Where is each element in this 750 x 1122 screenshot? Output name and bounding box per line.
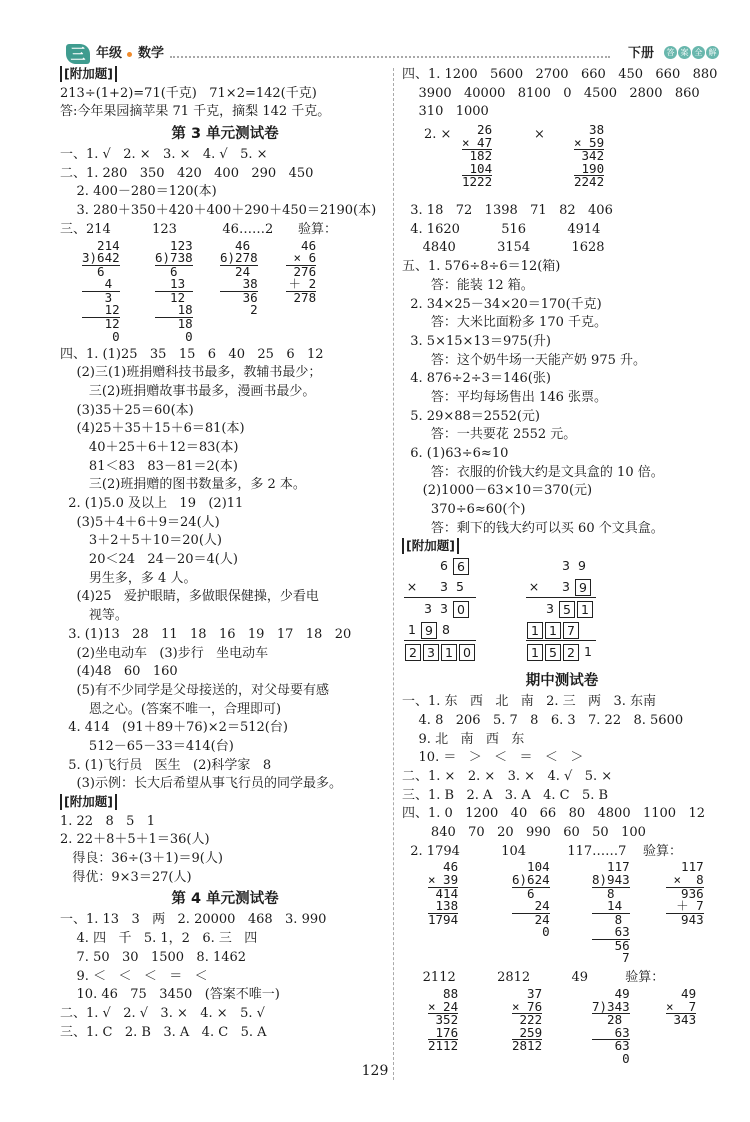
- division-calc: [155, 237, 193, 344]
- answer-line: 10. ＝ ＞ ＜ ＝ ＜ ＞: [402, 750, 584, 766]
- answer-line: 3. 5×15×13＝975(升): [402, 333, 551, 349]
- calc-line: 24: [220, 263, 251, 279]
- digit: [526, 600, 542, 617]
- calc-line: 117: [666, 859, 704, 875]
- calc-line: 4: [82, 278, 120, 292]
- answer-line: 一、1. 13 3 两 2. 20000 468 3. 990: [60, 912, 327, 928]
- digit-grid: [526, 557, 596, 664]
- bonus-tag: [附加题]: [60, 794, 117, 810]
- calc-line: 123: [155, 237, 193, 253]
- calc-line: 63: [592, 1038, 630, 1054]
- digit: [526, 557, 542, 574]
- calc-line: 12: [155, 289, 186, 305]
- vertical-calc-row: [402, 988, 722, 1078]
- calc-line: 49: [666, 986, 697, 1001]
- calc-line: 18: [155, 302, 193, 318]
- answer-line: 二、1. × 2. × 3. × 4. √ 5. ×: [402, 768, 613, 784]
- division-calc: [82, 237, 120, 344]
- answer-line: 答：能装 12 箱。: [402, 277, 534, 293]
- multiplication-calc: [462, 124, 492, 189]
- calc-line: 0: [512, 924, 550, 940]
- vertical-calc-row: [402, 122, 722, 202]
- check-calc: [286, 237, 317, 305]
- division-calc: [592, 988, 630, 1066]
- pill: 答: [664, 46, 677, 59]
- calc-line: 6)738: [155, 250, 193, 266]
- calc-line: 88: [428, 986, 459, 1001]
- answer-line: 答:今年果园摘苹果 71 千克，摘梨 142 千克。: [60, 104, 331, 120]
- vertical-calc-row: [60, 237, 390, 346]
- section-title: 第 3 单元测试卷: [171, 126, 279, 143]
- answer-line: 7. 50 30 1500 8. 1462: [60, 949, 247, 965]
- calc-line: × 59: [574, 134, 605, 150]
- answer-line: 2. (1)5.0 及以上 19 (2)11: [60, 496, 244, 511]
- digit: [580, 621, 596, 638]
- answer-line: 答：剩下的钱大约可以买 60 个文具盒。: [402, 520, 664, 536]
- calc-line: 63: [592, 1024, 630, 1040]
- page-header: [0, 0, 750, 68]
- answer-line: 840 70 20 990 60 50 100: [402, 824, 646, 840]
- multiplication-calc: [428, 988, 458, 1053]
- answer-line: 四、1. (1)25 35 15 6 40 25 6 12: [60, 346, 324, 362]
- calc-line: × 47: [462, 134, 493, 150]
- grid-row: [526, 578, 596, 598]
- answer-line: (3)示例：长大后希望从事飞行员的同学最多。: [60, 776, 342, 792]
- digit: [420, 578, 436, 595]
- calc-line: 2112: [428, 1038, 459, 1054]
- digit: 3: [424, 601, 432, 617]
- calc-line: 278: [286, 289, 317, 305]
- answer-line: 1. 22 8 5 1: [60, 813, 156, 829]
- answer-line: (2)三(1)班捐赠科技书最多，教辅书最少；: [60, 365, 322, 381]
- answer-line: 三、1. B 2. A 3. A 4. C 5. B: [402, 787, 609, 803]
- answer-line: 81＜83 83－81＝2(本): [60, 458, 238, 474]
- answer-line: 恩之心。(答案不唯一，合理即可): [60, 701, 282, 717]
- digit: 3: [440, 601, 448, 617]
- calc-line: 1794: [428, 911, 459, 927]
- calc-line: ＋ 2: [286, 278, 316, 292]
- answer-line: 4. 876÷2÷3＝146(张): [402, 371, 551, 387]
- answer-line: 512－65－33＝414(台): [60, 738, 234, 754]
- calc-line: 38: [220, 276, 258, 292]
- calc-line: 117: [592, 859, 630, 875]
- left-column: [60, 66, 390, 1042]
- answer-line: 五、1. 576÷8÷6＝12(箱): [402, 259, 561, 275]
- answer-line: 答：衣服的价钱大约是文具盒的 10 倍。: [402, 464, 664, 480]
- digit: 5: [456, 579, 464, 595]
- answer-line: 5. (1)飞行员 医生 (2)科学家 8: [60, 757, 272, 773]
- calc-line: × 39: [428, 871, 459, 887]
- calc-line: 46: [428, 859, 459, 875]
- digit-box: 5: [545, 644, 561, 661]
- answer-line: 2. 1794 104 117……7 验算：: [402, 843, 682, 859]
- answer-line: 四、1. 0 1200 40 66 80 4800 1100 12: [402, 806, 706, 822]
- answer-line: 4. 四 千 5. 1，2 6. 三 四: [60, 931, 258, 947]
- digit: [454, 621, 470, 638]
- answer-line: (4)25＋35＋15＋6＝81(本): [60, 421, 245, 437]
- calc-line: 214: [82, 237, 120, 253]
- digit-box: 6: [453, 558, 469, 575]
- calc-line: 343: [666, 1012, 697, 1028]
- grid-row: [404, 643, 476, 662]
- grid-row: [526, 557, 596, 576]
- digit-box: 1: [545, 622, 561, 639]
- answer-line: (3)5＋4＋6＋9＝24(人): [60, 514, 220, 530]
- pill: 全: [692, 46, 705, 59]
- calc-line: × 7: [666, 998, 697, 1014]
- pill: 解: [706, 46, 719, 59]
- answer-line: 三、1. C 2. B 3. A 4. C 5. A: [60, 1024, 267, 1040]
- answer-line: 答：平均每场售出 146 张票。: [402, 389, 608, 405]
- digit-box: 0: [453, 601, 469, 618]
- digit: 1: [408, 622, 416, 638]
- digit: 1: [584, 644, 592, 660]
- section-title: 第 4 单元测试卷: [171, 891, 279, 908]
- right-column: [402, 66, 722, 1078]
- answer-line: 2. 34×25－34×20＝170(千克): [402, 296, 602, 312]
- vertical-calc-row: [402, 861, 722, 969]
- calc-line: × 76: [512, 998, 543, 1014]
- calc-line: 14: [592, 900, 630, 914]
- page-number: 129: [361, 1063, 389, 1079]
- subject-label: 数学: [138, 46, 165, 61]
- answer-line: (4)48 60 160: [60, 664, 178, 680]
- answer-line: 四、1. 1200 5600 2700 660 450 660 880: [402, 67, 718, 82]
- answer-line: 3＋2＋5＋10＝20(人): [60, 533, 222, 549]
- calc-line: 352: [428, 1012, 459, 1028]
- calc-line: 12: [82, 302, 120, 318]
- answer-line: 答：一共要花 2552 元。: [402, 427, 577, 443]
- grid-row: [404, 600, 476, 619]
- grid-row: [404, 621, 476, 641]
- answer-line: 3900 40000 8100 0 4500 2800 860: [402, 85, 700, 101]
- bonus-tag: [附加题]: [402, 538, 459, 554]
- digit-box: 1: [527, 644, 543, 661]
- answer-line: 4. 1620 516 4914: [402, 221, 601, 237]
- answer-line: 6. (1)63÷6≈10: [402, 446, 509, 461]
- answer-line: (2)1000－63×10＝370(元): [402, 483, 593, 499]
- answer-line: 310 1000: [402, 104, 489, 120]
- calc-line: 222: [512, 1012, 543, 1028]
- answer-line: 答：这个奶牛场一天能产奶 975 升。: [402, 352, 647, 368]
- calc-line: 2242: [574, 174, 605, 190]
- digit-box: 1: [527, 622, 543, 639]
- header-dotted-rule: [170, 56, 610, 58]
- answer-line: 一、1. 东 西 北 南 2. 三 两 3. 东南: [402, 694, 656, 710]
- calc-line: 46: [286, 237, 317, 253]
- calc-line: 2: [220, 302, 258, 318]
- digit-puzzle-row: [402, 557, 722, 669]
- calc-line: 13: [155, 278, 193, 292]
- division-calc: [220, 237, 258, 318]
- grade-badge: 三: [66, 44, 90, 64]
- calc-line: 3)642: [82, 250, 120, 266]
- digit: ×: [528, 579, 540, 595]
- answer-line: 10. 46 75 3450 (答案不唯一): [60, 987, 280, 1003]
- answer-label: ×: [534, 127, 545, 143]
- digit-box: 9: [575, 579, 591, 596]
- digit: [404, 600, 420, 617]
- calc-line: 56: [592, 937, 630, 953]
- answer-line: 3. 18 72 1398 71 82 406: [402, 203, 613, 219]
- answer-line: 得良：36÷(3＋1)＝9(人): [60, 851, 223, 867]
- calc-line: 37: [512, 986, 543, 1001]
- digit-box: 3: [423, 644, 439, 661]
- calc-line: 18: [155, 316, 193, 332]
- answer-line: 得优：9×3＝27(人): [60, 869, 192, 885]
- grid-row: [404, 557, 476, 576]
- answer-line: 20＜24 24－20＝4(人): [60, 552, 238, 568]
- calc-line: ＋ 7: [666, 900, 704, 914]
- answer-line: 4. 414 (91＋89＋76)×2＝512(台): [60, 720, 288, 736]
- answer-line: (4)25 爱护眼睛，多做眼保健操，少看电: [60, 589, 319, 605]
- multiplication-calc: [428, 861, 458, 926]
- calc-line: 63: [592, 924, 630, 940]
- calc-line: 0: [155, 328, 193, 344]
- answer-line: 3. 280＋350＋420＋400＋290＋450＝2190(本): [60, 203, 377, 219]
- calc-line: 26: [462, 122, 493, 138]
- answer-line: (3)35＋25＝60(本): [60, 402, 194, 418]
- answer-line: 一、1. √ 2. × 3. × 4. √ 5. ×: [60, 147, 268, 163]
- digit: [404, 557, 420, 574]
- calc-line: 8: [592, 885, 615, 901]
- calc-line: 0: [82, 328, 120, 344]
- calc-line: × 6: [286, 252, 316, 266]
- calc-line: 3: [82, 289, 113, 305]
- calc-line: 8)943: [592, 871, 630, 887]
- answer-line: 2. 400－280＝120(本): [60, 184, 217, 200]
- grid-row: [404, 578, 476, 598]
- grid-row: [526, 643, 596, 662]
- answer-line: 二、1. √ 2. √ 3. × 4. × 5. √: [60, 1005, 265, 1021]
- calc-line: 6: [82, 263, 105, 279]
- answer-line: 男生多，多 4 人。: [60, 570, 197, 586]
- multiplication-calc: [574, 124, 604, 189]
- digit: 3: [546, 601, 554, 617]
- digit: 3: [562, 558, 570, 574]
- calc-line: 28: [592, 1012, 623, 1028]
- answer-line: 三、214 123 46……2 验算：: [60, 221, 338, 237]
- calc-line: 943: [673, 911, 704, 927]
- digit-box: 5: [559, 601, 575, 618]
- calc-line: 342: [574, 148, 605, 164]
- answer-line: 视等。: [60, 608, 128, 624]
- calc-line: 46: [220, 237, 251, 253]
- bullet-dot-icon: [127, 52, 132, 57]
- calc-line: 6)624: [512, 871, 550, 887]
- calc-line: 276: [286, 263, 317, 279]
- calc-line: 414: [428, 885, 459, 901]
- answer-label: 2. ×: [424, 127, 452, 143]
- calc-line: 24: [512, 898, 550, 914]
- answer-line: 370÷6≈60(个): [402, 502, 526, 518]
- digit: 3: [562, 579, 570, 595]
- digit-box: 9: [421, 622, 437, 639]
- digit-box: 1: [577, 601, 593, 618]
- answer-line: 4840 3154 1628: [402, 240, 605, 256]
- answer-line: (2)坐电动车 (3)步行 坐电动车: [60, 645, 269, 661]
- digit-box: 1: [441, 644, 457, 661]
- grid-row: [526, 600, 596, 619]
- digit: ×: [406, 579, 418, 595]
- digit-grid: [404, 557, 476, 664]
- calc-line: 182: [462, 148, 493, 164]
- calc-line: 936: [673, 885, 704, 901]
- calc-line: 7: [592, 950, 630, 966]
- answer-line: 答：大米比面粉多 170 千克。: [402, 315, 608, 331]
- check-calc: [666, 988, 696, 1027]
- calc-line: 49: [592, 986, 630, 1001]
- calc-line: 190: [574, 163, 604, 177]
- calc-line: 138: [428, 900, 458, 914]
- bonus-tag: [附加题]: [60, 66, 117, 82]
- section-title: 期中测试卷: [525, 673, 599, 690]
- answer-line: 5. 29×88＝2552(元): [402, 408, 541, 424]
- calc-line: 6: [155, 263, 178, 279]
- term-label: 下册: [628, 46, 655, 61]
- digit-box: 0: [459, 644, 475, 661]
- pill: 案: [678, 46, 691, 59]
- calc-line: 259: [512, 1027, 542, 1041]
- division-calc: [592, 861, 630, 965]
- answer-pills: [664, 46, 719, 59]
- calc-line: 2812: [512, 1038, 543, 1054]
- answer-line: 9. 北 南 西 东: [402, 731, 525, 747]
- calc-line: 6)278: [220, 250, 258, 266]
- calc-line: 8: [592, 911, 623, 927]
- grade-label: 年级: [96, 46, 123, 61]
- digit-box: 7: [563, 622, 579, 639]
- answer-line: 2. 22＋8＋5＋1＝36(人): [60, 832, 210, 848]
- calc-line: 104: [512, 859, 550, 875]
- division-calc: [512, 861, 550, 939]
- answer-line: 213÷(1+2)=71(千克) 71×2=142(千克): [60, 85, 317, 101]
- column-divider: [393, 68, 394, 1080]
- digit: 9: [578, 558, 586, 574]
- calc-line: 38: [574, 122, 605, 138]
- calc-line: × 8: [666, 874, 704, 888]
- calc-line: 1222: [462, 174, 493, 190]
- answer-line: 2112 2812 49 验算：: [402, 970, 665, 986]
- answer-line: 二、1. 280 350 420 400 290 450: [60, 165, 314, 181]
- digit: 3: [440, 579, 448, 595]
- answer-line: 4. 8 206 5. 7 8 6. 3 7. 22 8. 5600: [402, 712, 684, 728]
- calc-line: 7)343: [592, 998, 630, 1014]
- calc-line: 0: [592, 1050, 630, 1066]
- digit-box: 2: [563, 644, 579, 661]
- digit: [542, 557, 558, 574]
- answer-line: 三(2)班捐赠故事书最多，漫画书最少。: [60, 383, 316, 399]
- calc-line: 104: [462, 163, 492, 177]
- answer-line: 三(2)班捐赠的图书数量多，多 2 本。: [60, 477, 306, 493]
- answer-line: 40＋25＋6＋12＝83(本): [60, 439, 239, 455]
- calc-line: 24: [512, 911, 550, 927]
- answer-line: 3. (1)13 28 11 18 16 19 17 18 20: [60, 626, 352, 642]
- digit: 6: [440, 558, 448, 574]
- multiplication-calc: [512, 988, 542, 1053]
- grid-row: [526, 621, 596, 641]
- calc-line: 12: [82, 316, 120, 332]
- calc-line: 176: [428, 1027, 458, 1041]
- digit: [420, 557, 436, 574]
- answer-line: 9. ＜ ＜ ＜ ＝ ＜: [60, 968, 208, 984]
- check-calc: [666, 861, 704, 926]
- digit: [542, 578, 558, 595]
- digit-box: 2: [405, 644, 421, 661]
- answer-line: (5)有不少同学是父母接送的，对父母要有感: [60, 682, 329, 698]
- calc-line: 6: [512, 885, 535, 901]
- calc-line: × 24: [428, 998, 459, 1014]
- digit: 8: [442, 622, 450, 638]
- calc-line: 36: [220, 289, 258, 305]
